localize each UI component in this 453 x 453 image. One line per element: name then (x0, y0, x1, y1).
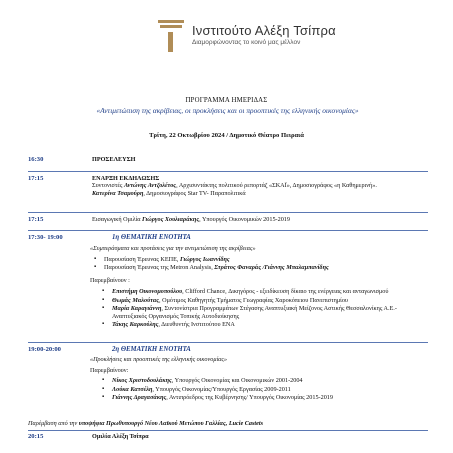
time-label: 20:15 (28, 433, 44, 440)
moderator-role: , Δημοσιογράφος Star TV- Παραπολιτικά (143, 189, 246, 197)
divider (28, 230, 428, 231)
list-item: ▪ Θωμάς Μαλούτας, Ομότιμος Καθηγητής Τμήματος Γεωγραφίας Χαροκόπειου Πανεπιστημίου (98, 297, 430, 304)
closing-intervention (28, 420, 438, 427)
speakers-list (98, 288, 430, 329)
session-title: 2η ΘΕΜΑΤΙΚΗ ΕΝΟΤΗΤΑ (112, 346, 191, 353)
divider (28, 430, 428, 431)
time-label: 16:30 (28, 156, 44, 163)
presentations-list (90, 256, 430, 272)
list-item: ▪ Τάκης Καρκούλης, Διευθυντής Ινστιτούτου ΕΝΑ (98, 321, 430, 328)
intro-prefix: Εισαγωγική Ομιλία (92, 216, 143, 223)
list-item: ▪ Λούκα Κατσέλη, Υπουργός Οικονομίας/Υπουργός Εργασίας 2009-2011 (98, 386, 430, 393)
moderator-role: , Αρχισυντάκτης πολιτικού ρεπορτάζ «ΣΚΑΪ», Δημοσιογράφος «η Καθημερινή». (176, 182, 377, 190)
list-item: ▪ Γιάννης Δραγασάκης, Αντιπρόεδρος της Κυβέρνησης/ Υπουργός Οικονομίας 2015-2019 (98, 394, 430, 401)
brand-name: Ινστιτούτο Αλέξη Τσίπρα (192, 23, 336, 38)
intro-name: Γιώργος Χουλιαράκης (142, 216, 200, 223)
session-quote: «Προκλήσεις και προοπτικές της ελληνικής οικονομίας» (90, 356, 228, 364)
time-label: 17:15 (28, 175, 44, 182)
intro-role: , Υπουργός Οικονομικών 2015-2019 (199, 216, 290, 223)
list-item: ▪ Παρουσίαση Έρευνας της Metron Analysis, Στράτος Φαναράς /Γιάννης Μπαλαμπανίδης (90, 264, 430, 271)
brand (192, 23, 412, 46)
institute-logo-icon (158, 20, 184, 54)
item-title: Ομιλία Αλέξη Τσίπρα (92, 433, 149, 440)
time-label: 17:15 (28, 216, 44, 223)
panel-label: Παρεμβαίνουν : (90, 276, 130, 284)
time-label: 19:00-20:00 (28, 346, 61, 353)
item-title: ΠΡΟΣΕΛΕΥΣΗ (92, 156, 136, 163)
divider (28, 342, 428, 343)
list-item: ▪ Παρουσίαση Έρευνας ΚΕΠΕ, Γιώργος Ιωαννίδης (90, 256, 430, 263)
program-title: ΠΡΟΓΡΑΜΜΑ ΗΜΕΡΙΔΑΣ (185, 97, 268, 104)
session-quote: «Συμπεράσματα και προτάσεις για την αντιμετώπιση της ακρίβειας» (90, 245, 256, 253)
time-label: 17:30- 19:00 (28, 234, 63, 241)
program-date-venue: Τρίτη, 22 Οκτωβρίου 2024 / Δημοτικό Θέατρο Πειραιά (149, 132, 304, 139)
divider (28, 171, 428, 172)
panel-label: Παρεμβαίνουν: (90, 366, 129, 374)
closing-prefix: Παρέμβαση από την (28, 420, 79, 427)
closing-name: υποψήφια Πρωθυπουργό Νέου Λαϊκού Μετώπου Γαλλίας, Lucie Castets (78, 420, 264, 427)
list-item: ▪ Επιστήμη Οικονομοπούλου, Clifford Chance, Δικηγόρος - εξειδίκευση δίκαιο της ενέργειας και ανταγωνισμού (98, 288, 430, 295)
item-title: ΕΝΑΡΞΗ ΕΚΔΗΛΩΣΗΣ (92, 175, 160, 182)
moderator-name: Αντώνης Αντζολέτος (123, 182, 177, 190)
session-title: 1η ΘΕΜΑΤΙΚΗ ΕΝΟΤΗΤΑ (112, 234, 191, 241)
moderator-name: Κατερίνα Τσαμούρη (92, 189, 144, 197)
list-item: ▪ Μαρία Καραγιάννη, Συντονίστρια Προγραμμάτων Στέγασης Αναπτυξιακή Μείζονος Αστικής Θεσσαλονίκης Α.Ε.-Αναπτυξιακός Οργανισμός Τοπικής Αυτοδιοίκησης (98, 305, 430, 320)
moderators-prefix: Συντονιστές (92, 182, 124, 190)
list-item: ▪ Νίκος Χριστοδουλάκης, Υπουργός Οικονομίας και Οικονομικών 2001-2004 (98, 377, 430, 384)
speakers-list (98, 377, 430, 402)
divider (28, 212, 428, 213)
program-subtitle: «Αντιμετώπιση της ακρίβειας, οι προκλήσεις και οι προοπτικές της ελληνικής οικονομίας» (96, 106, 359, 115)
brand-tagline: Διαμορφώνοντας το κοινό μας μέλλον (192, 39, 301, 46)
